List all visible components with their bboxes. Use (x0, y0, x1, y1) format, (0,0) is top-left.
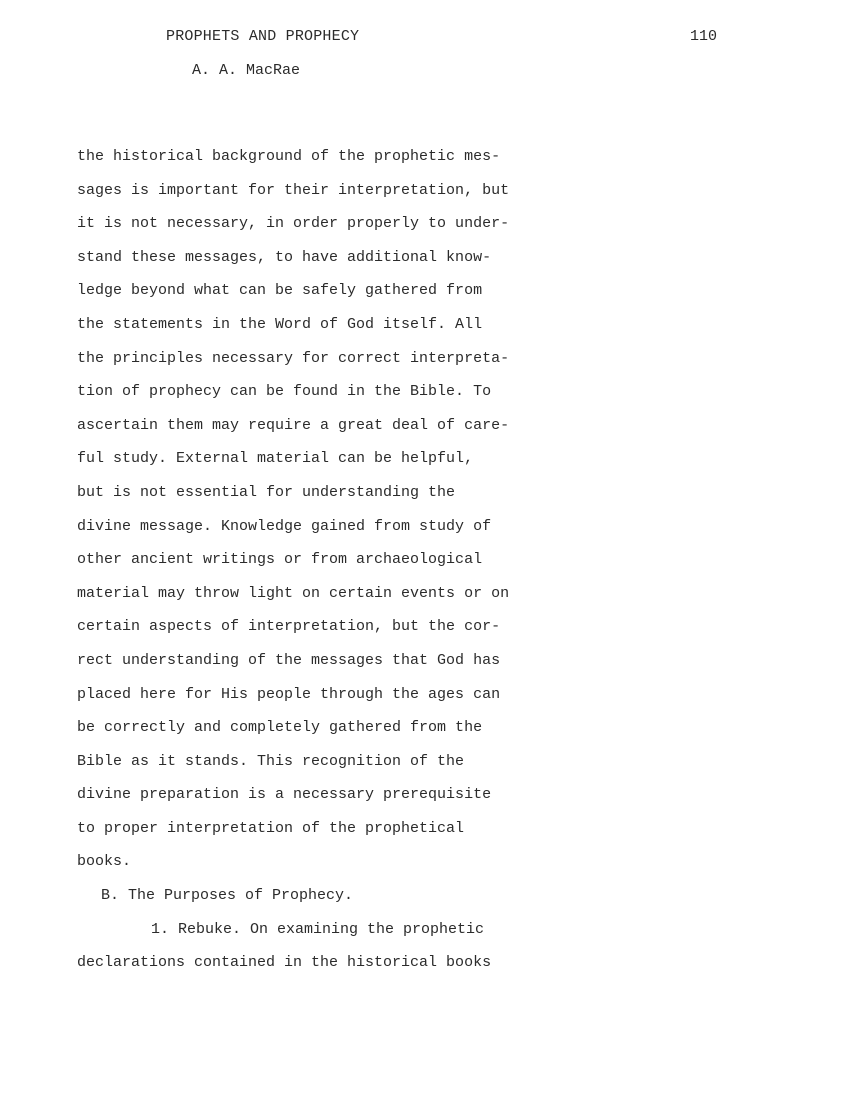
text-line: certain aspects of interpretation, but the cor- (77, 618, 501, 636)
text-line: it is not necessary, in order properly to under- (77, 215, 510, 233)
text-line: ascertain them may require a great deal of care- (77, 416, 510, 434)
text-line: the statements in the Word of God itself. All (77, 315, 483, 333)
running-title: PROPHETS AND PROPHECY (166, 28, 360, 45)
text-line: tion of prophecy can be found in the Bible. To (77, 383, 492, 401)
text-line: divine preparation is a necessary prerequisite (77, 786, 492, 804)
subsection-line: 1. Rebuke. On examining the prophetic (151, 920, 485, 938)
text-line: material may throw light on certain events or on (77, 584, 510, 602)
author-line: A. A. MacRae (192, 62, 301, 79)
text-line: be correctly and completely gathered from the (77, 719, 483, 737)
page-number: 110 (690, 28, 718, 45)
text-line: ledge beyond what can be safely gathered from (77, 282, 483, 300)
text-line: divine message. Knowledge gained from study of (77, 517, 492, 535)
text-line: placed here for His people through the ages can (77, 685, 501, 703)
text-line: the historical background of the prophetic mes- (77, 148, 501, 165)
text-line: books. (77, 853, 132, 871)
text-line: other ancient writings or from archaeological (77, 551, 483, 569)
body-text (77, 140, 510, 980)
text-line: stand these messages, to have additional know- (77, 248, 492, 266)
text-line: Bible as it stands. This recognition of the (77, 752, 465, 770)
text-line: to proper interpretation of the prophetical (77, 819, 465, 837)
text-line: sages is important for their interpretation, but (77, 181, 510, 199)
text-line: ful study. External material can be helpful, (77, 450, 474, 468)
text-line: but is not essential for understanding the (77, 483, 456, 501)
section-heading: B. The Purposes of Prophecy. (101, 887, 354, 905)
text-line: the principles necessary for correct interpreta- (77, 349, 510, 367)
text-line: declarations contained in the historical books (77, 954, 492, 972)
text-line: rect understanding of the messages that God has (77, 651, 501, 669)
